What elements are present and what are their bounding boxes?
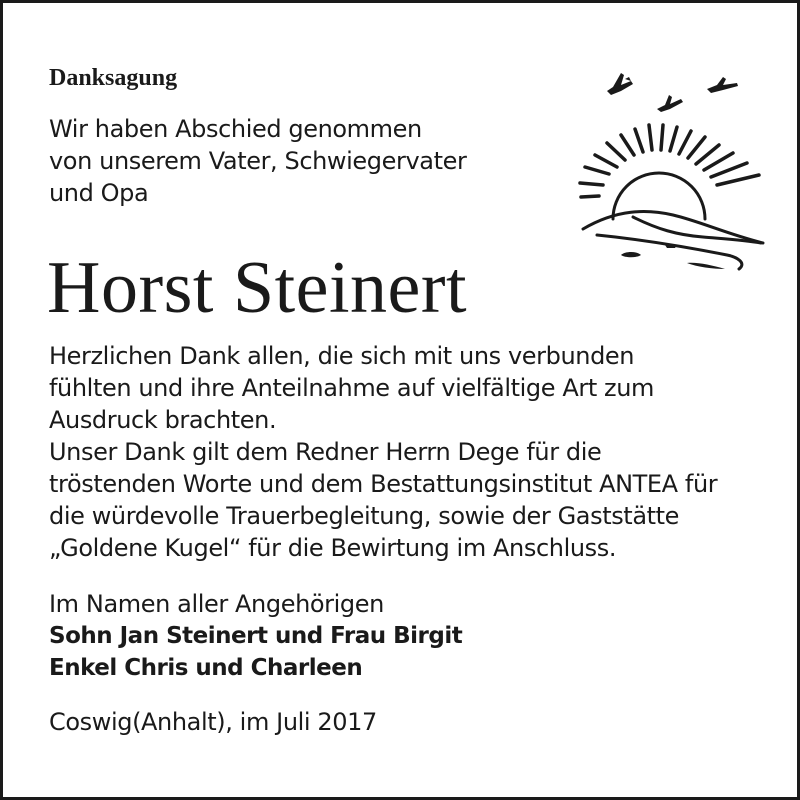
intro-line: Wir haben Abschied genommen — [49, 115, 422, 143]
signature-line: Sohn Jan Steinert und Frau Birgit — [49, 623, 463, 649]
body-line: Ausdruck brachten. — [49, 406, 277, 434]
place-date: Coswig(Anhalt), im Juli 2017 — [49, 708, 377, 736]
intro-line: von unserem Vater, Schwiegervater — [49, 147, 467, 175]
signature-line: Enkel Chris und Charleen — [49, 655, 363, 681]
thank-you-text — [49, 340, 769, 564]
sunset-with-birds-icon — [577, 59, 767, 275]
intro-text — [49, 113, 549, 209]
body-line: Herzlichen Dank allen, die sich mit uns verbunden — [49, 342, 635, 370]
intro-line: und Opa — [49, 179, 149, 207]
deceased-name: Horst Steinert — [47, 247, 468, 329]
body-line: „Goldene Kugel“ für die Bewirtung im Anschluss. — [49, 534, 617, 562]
closing-line: Im Namen aller Angehörigen — [49, 590, 384, 618]
body-line: die würdevolle Trauerbegleitung, sowie der Gaststätte — [49, 502, 680, 530]
body-line: Unser Dank gilt dem Redner Herrn Dege für die — [49, 438, 602, 466]
body-line: tröstenden Worte und dem Bestattungsinstitut ANTEA für — [49, 470, 718, 498]
closing-block — [49, 588, 769, 684]
notice-heading: Danksagung — [49, 65, 178, 91]
body-line: fühlten und ihre Anteilnahme auf vielfältige Art zum — [49, 374, 655, 402]
